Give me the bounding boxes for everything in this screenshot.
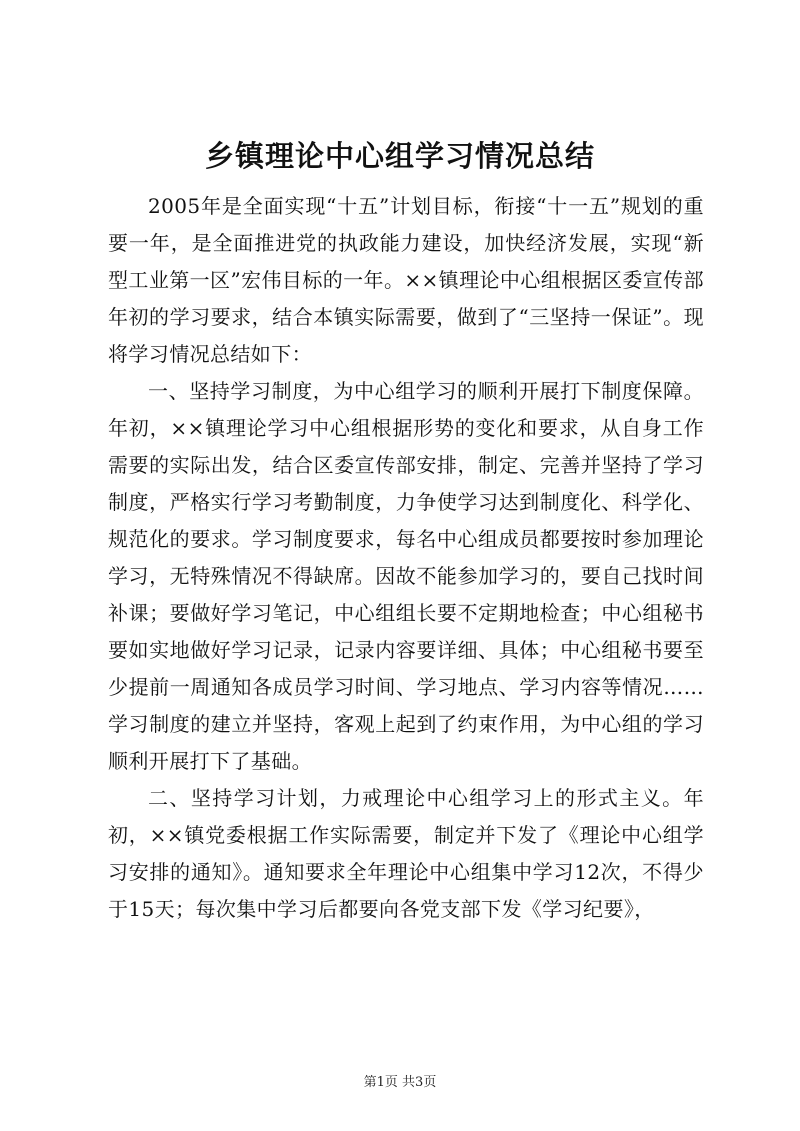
document-body <box>108 188 704 928</box>
paragraph-intro: 2005年是全面实现“十五”计划目标，衔接“十一五”规划的重要一年，是全面推进党的执政能力建设，加快经济发展，实现“新型工业第一区”宏伟目标的一年。××镇理论中心组根据区委宣传部年初的学习要求，结合本镇实际需要，做到了“三坚持一保证”。现将学习情况总结如下： <box>108 194 704 366</box>
paragraph-section-2: 二、坚持学习计划，力戒理论中心组学习上的形式主义。年初，××镇党委根据工作实际需要，制定并下发了《理论中心组学习安排的通知》。通知要求全年理论中心组集中学习12次，不得少于15天；每次集中学习后都要向各党支部下发《学习纪要》， <box>108 786 704 921</box>
document-title: 乡镇理论中心组学习情况总结 <box>204 139 595 173</box>
paragraph-section-1: 一、坚持学习制度，为中心组学习的顺利开展打下制度保障。年初，××镇理论学习中心组根据形势的变化和要求，从自身工作需要的实际出发，结合区委宣传部安排，制定、完善并坚持了学习制度，严格实行学习考勤制度，力争使学习达到制度化、科学化、规范化的要求。学习制度要求，每名中心组成员都要按时参加理论学习，无特殊情况不得缺席。因故不能参加学习的，要自己找时间补课；要做好学习笔记，中心组组长要不定期地检查；中心组秘书要如实地做好学习记录，记录内容要详细、具体；中心组秘书要至少提前一周通知各成员学习时间、学习地点、学习内容等情况……学习制度的建立并坚持，客观上起到了约束作用，为中心组的学习顺利开展打下了基础。 <box>108 379 704 773</box>
page-footer: 第1页 共3页 <box>363 1075 437 1090</box>
